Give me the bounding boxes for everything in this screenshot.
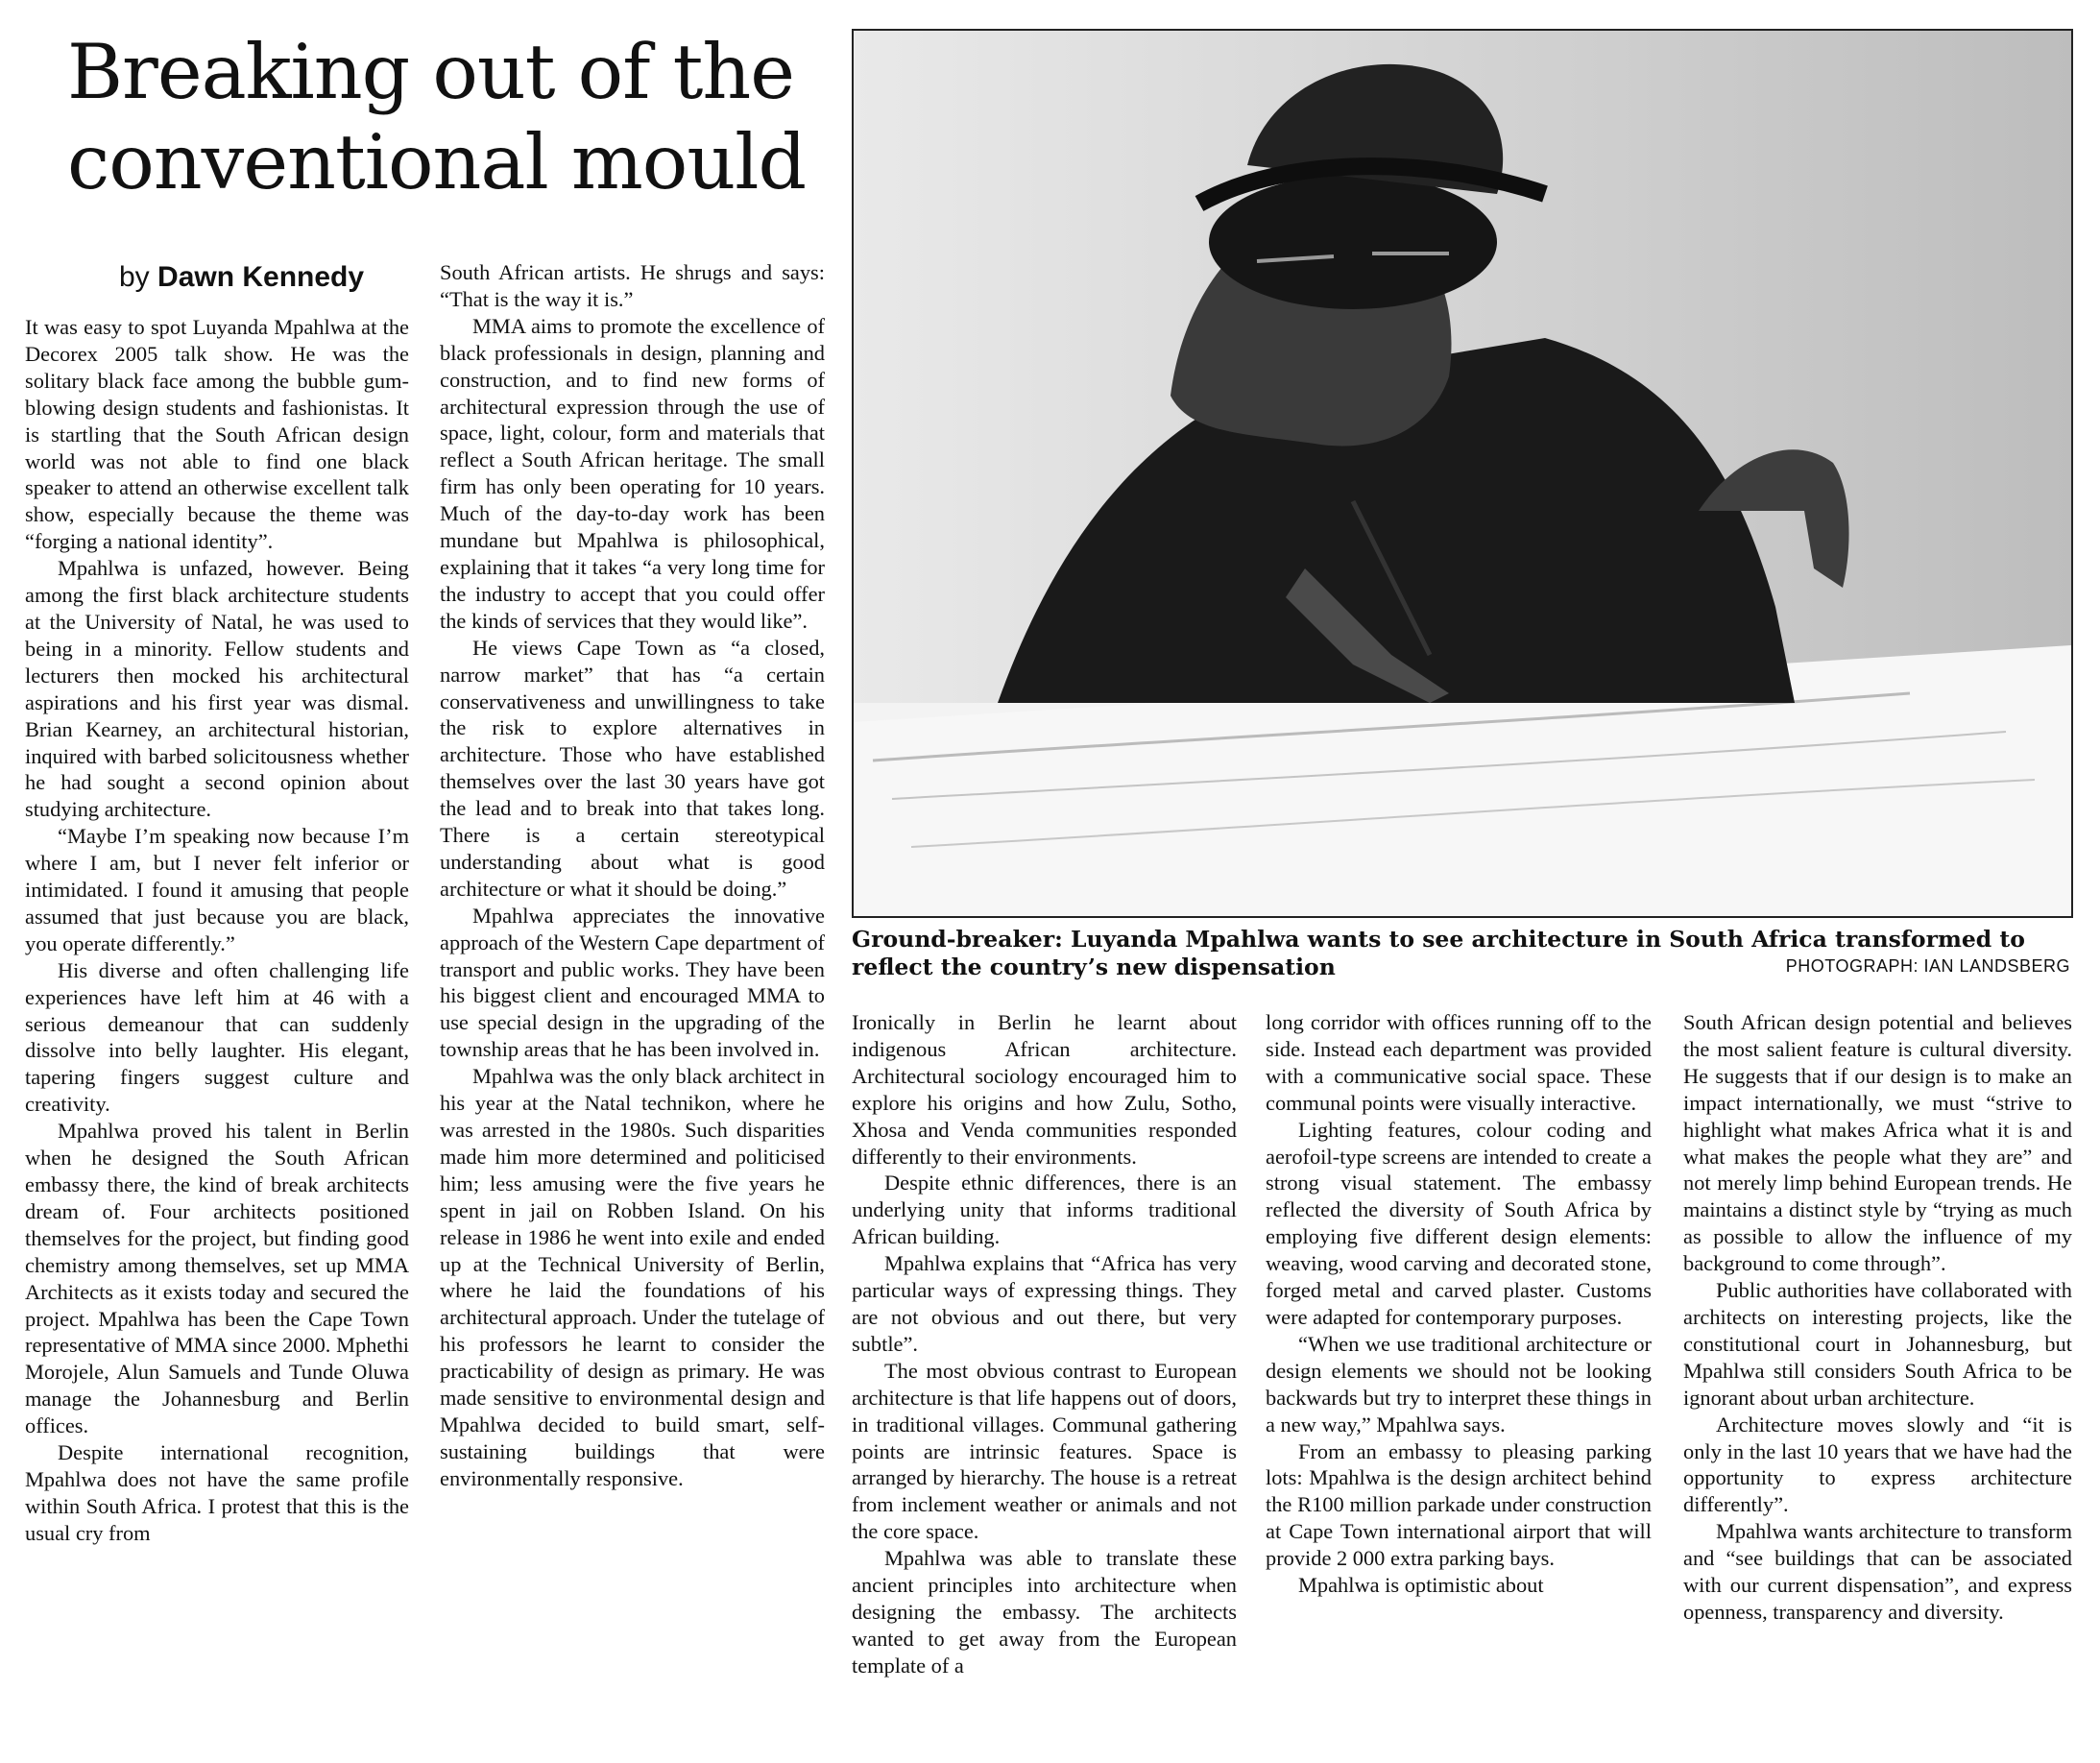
paragraph: It was easy to spot Luyanda Mpahlwa at the Decorex 2005 talk show. He was the solitary black face among the bubble gum-blowing design students and fashionistas. It is startling that the South African design world was not able to find one black speaker to attend an otherwise excellent talk show, especially because the theme was “forging a national identity”. <box>25 315 409 554</box>
article-column-3 <box>852 1009 1237 1727</box>
paragraph: From an embassy to pleasing parking lots: Mpahlwa is the design architect behind the R100 million parkade under construction at Cape Town international airport that will provide 2 000 extra parking bays. <box>1266 1438 1652 1571</box>
article-column-1 <box>25 314 409 1727</box>
article-column-4 <box>1266 1009 1652 1727</box>
paragraph: Ironically in Berlin he learnt about indigenous African architecture. Architectural sociology encouraged him to explore his origins and how Zulu, Sotho, Xhosa and Venda communities responded differently to their environments. <box>852 1010 1237 1169</box>
paragraph: South African artists. He shrugs and says: “That is the way it is.” <box>440 260 825 311</box>
headline <box>67 27 835 207</box>
article-photo <box>852 29 2073 918</box>
paragraph: South African design potential and believes the most salient feature is cultural diversity. He suggests that if our design is to make an impact internationally, we must “strive to highlight what makes Africa what it is and what makes the people what they are” and not merely limp behind European trends. He maintains a distinct style by “trying as much as possible to allow the influence of my background to come through”. <box>1683 1010 2072 1276</box>
article-column-2 <box>440 259 825 1727</box>
byline-author: Dawn Kennedy <box>157 261 365 293</box>
paragraph: Despite ethnic differences, there is an underlying unity that informs traditional African building. <box>852 1171 1237 1249</box>
paragraph: Mpahlwa wants architecture to transform and “see buildings that can be associated with our current dispensation”, and express openness, transparency and diversity. <box>1683 1519 2072 1624</box>
paragraph: Mpahlwa is unfazed, however. Being among the first black architecture students at the University of Natal, he was used to being in a minority. Fellow students and lecturers then mocked his architectural aspirations and his first year was dismal. Brian Kearney, an architectural historian, inquired with barbed solicitousness whether he had sought a second opinion about studying architecture. <box>25 556 409 822</box>
paragraph: Mpahlwa proved his talent in Berlin when he designed the South African embassy there, the kind of break architects dream of. Four architects positioned themselves for the project, but finding good chemistry among themselves, set up MMA Architects as it exists today and secured the project. Mpahlwa has been the Cape Town representative of MMA since 2000. Mphethi Morojele, Alun Samuels and Tunde Oluwa manage the Johannesburg and Berlin offices. <box>25 1119 409 1438</box>
paragraph: Lighting features, colour coding and aerofoil-type screens are intended to create a strong visual statement. The embassy reflected the diversity of South Africa by employing five different design elements: weaving, wood carving and decorated stone, forged metal and carved plaster. Customs were adapted for contemporary purposes. <box>1266 1117 1652 1329</box>
paragraph: Mpahlwa is optimistic about <box>1298 1573 1544 1598</box>
byline-prefix: by <box>119 261 150 293</box>
paragraph: He views Cape Town as “a closed, narrow market” that has “a certain conservativeness and unwillingness to take the risk to explore alternatives in architecture. Those who have established themselves over the last 30 years have got the lead and to break into that takes long. There is a certain stereotypical understanding about what is good architecture or what it should be doing.” <box>440 635 825 901</box>
paragraph: Mpahlwa appreciates the innovative approach of the Western Cape department of transport and public works. They have been his biggest client and encouraged MMA to use special design in the upgrading of the township areas that he has been involved in. <box>440 903 825 1062</box>
headline-line-2: conventional mould <box>67 118 807 206</box>
paragraph: The most obvious contrast to European architecture is that life happens out of doors, in traditional villages. Communal gathering points are intrinsic features. Space is arranged by hierarchy. The house is a retreat from inclement weather or animals and not the core space. <box>852 1358 1237 1544</box>
paragraph: MMA aims to promote the excellence of black professionals in design, planning and construction, and to find new forms of architectural expression through the use of space, light, colour, form and materials that reflect a South African heritage. The small firm has only been operating for 10 years. Much of the day-to-day work has been mundane but Mpahlwa is philosophical, explaining that it takes “a very long time for the industry to accept that you could offer the kinds of services that they would like”. <box>440 313 825 633</box>
photo-caption: Ground-breaker: Luyanda Mpahlwa wants to see architecture in South Africa transformed to reflect the country’s new dispensation <box>852 926 2025 980</box>
paragraph: long corridor with offices running off to the side. Instead each department was provided with a communicative social space. These communal points were visually interactive. <box>1266 1010 1652 1115</box>
paragraph: Mpahlwa explains that “Africa has very particular ways of expressing things. They are not obvious and out there, but very subtle”. <box>852 1251 1237 1356</box>
paragraph: His diverse and often challenging life experiences have left him at 46 with a serious demeanour that can suddenly dissolve into belly laughter. His elegant, tapering fingers suggest culture and creativity. <box>25 957 409 1117</box>
paragraph: Architecture moves slowly and “it is only in the last 10 years that we have had the opportunity to express architecture differently”. <box>1683 1412 2072 1517</box>
paragraph: “When we use traditional architecture or design elements we should not be looking backwards but try to interpret these things in a new way,” Mpahlwa says. <box>1266 1331 1652 1437</box>
paragraph: Public authorities have collaborated with architects on interesting projects, like the constitutional court in Johannesburg, but Mpahlwa still considers South Africa to be ignorant about urban architecture. <box>1683 1278 2072 1410</box>
photo-portrait-illustration <box>854 31 2071 916</box>
article-column-5 <box>1683 1009 2072 1727</box>
photo-credit: PHOTOGRAPH: IAN LANDSBERG <box>1785 956 2070 976</box>
byline <box>119 261 407 294</box>
paragraph: Despite international recognition, Mpahlwa does not have the same profile within South Africa. I protest that this is the usual cry from <box>25 1440 409 1545</box>
headline-line-1: Breaking out of the <box>67 28 794 116</box>
paragraph: Mpahlwa was the only black architect in his year at the Natal technikon, where he was arrested in the 1980s. Such disparities made him more determined and politicised him; less amusing were the five years he spent in jail on Robben Island. On his release in 1986 he went into exile and ended up at the Technical University of Berlin, where he laid the foundations of his architectural approach. Under the tutelage of his professors he learnt to consider the practicability of design as primary. He was made sensitive to environmental design and Mpahlwa decided to build smart, self-sustaining buildings that were environmentally responsive. <box>440 1064 825 1490</box>
paragraph: “Maybe I’m speaking now because I’m where I am, but I never felt inferior or intimidated. I found it amusing that people assumed that just because you are black, you operate differently.” <box>25 824 409 955</box>
paragraph: Mpahlwa was able to translate these ancient principles into architecture when designing the embassy. The architects wanted to get away from the European template of a <box>852 1546 1237 1678</box>
